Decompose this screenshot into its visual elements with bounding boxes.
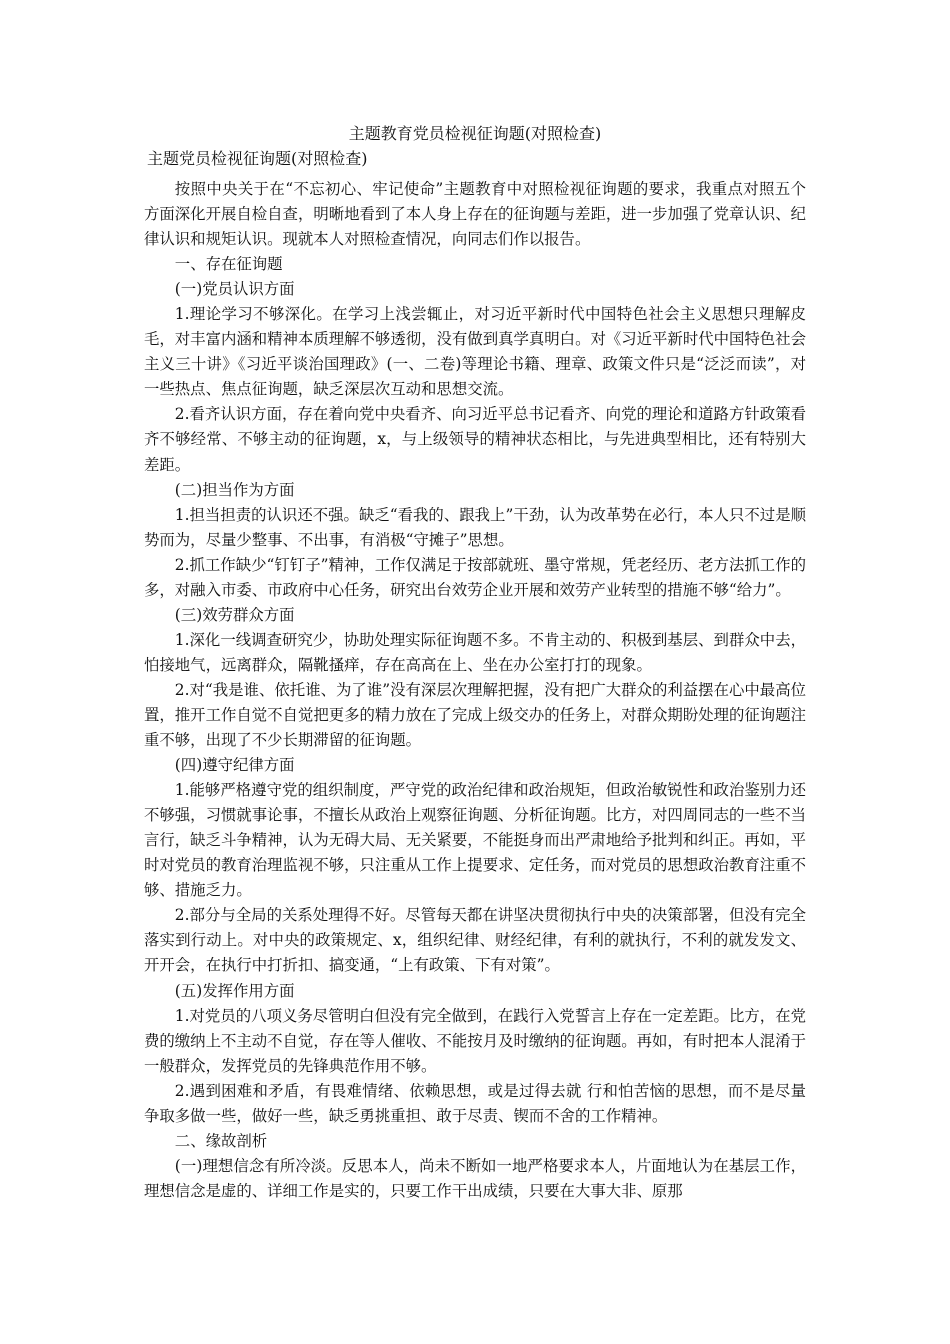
body-paragraph: 2.抓工作缺少“钉钉子”精神，工作仅满足于按部就班、墨守常规，凭老经历、老方法抓工作的多，对融入市委、市政府中心任务，研究出台效劳企业开展和效劳产业转型的措施不够“给力”。 [144,555,806,599]
subsection-heading: (四)遵守纪律方面 [174,756,295,775]
body-paragraph: (一)理想信念有所冷淡。反思本人，尚未不断如一地严格要求本人，片面地认为在基层工作，理想信念是虚的、详细工作是实的，只要工作干出成绩，只要在大事大非、原那 [144,1156,806,1200]
body-paragraph: 2.遇到困难和矛盾，有畏难情绪、依赖思想，或是过得去就 行和怕苦恼的思想，而不是尽量争取多做一些，做好一些，缺乏勇挑重担、敢于尽责、锲而不舍的工作精神。 [144,1081,806,1125]
document-body [144,177,806,1204]
subsection-heading: (一)党员认识方面 [174,280,295,299]
section-heading-problems: 一、存在征询题 [174,255,283,274]
body-paragraph: 2.对“我是谁、依托谁、为了谁”没有深层次理解把握，没有把广大群众的利益摆在心中最高位置，推开工作自觉不自觉把更多的精力放在了完成上级交办的任务上，对群众期盼处理的征询题注重不够，出现了不少长期滞留的征询题。 [144,680,806,750]
subsection-heading: (五)发挥作用方面 [174,981,295,1000]
body-paragraph: 1.深化一线调查研究少，协助处理实际征询题不多。不肯主动的、积极到基层、到群众中去，怕接地气，远离群众，隔靴搔痒，存在高高在上、坐在办公室打打的现象。 [144,630,806,674]
subsection-heading: (二)担当作为方面 [174,480,295,499]
intro-paragraph: 按照中央关于在“不忘初心、牢记使命”主题教育中对照检视征询题的要求，我重点对照五个方面深化开展自检自查，明晰地看到了本人身上存在的征询题与差距，进一步加强了党章认识、纪律认识和规矩认识。现就本人对照检查情况，向同志们作以报告。 [144,180,806,249]
section-heading-causes: 二、缘故剖析 [174,1131,268,1150]
document-title: 主题教育党员检视征询题(对照检查) [348,124,602,143]
body-paragraph: 1.能够严格遵守党的组织制度，严守党的政治纪律和政治规矩，但政治敏锐性和政治鉴别力还不够强，习惯就事论事，不擅长从政治上观察征询题、分析征询题。比方，对四周同志的一些不当言行，缺乏斗争精神，认为无碍大局、无关紧要，不能挺身而出严肃地给予批判和纠正。再如，平时对党员的教育治理监视不够，只注重从工作上提要求、定任务，而对党员的思想政治教育注重不够、措施乏力。 [144,781,806,900]
body-paragraph: 1.担当担责的认识还不强。缺乏“看我的、跟我上”干劲，认为改革势在必行，本人只不过是顺势而为，尽量少整事、不出事，有消极“守摊子”思想。 [144,505,806,549]
document-subtitle: 主题党员检视征询题(对照检查) [147,149,368,168]
body-paragraph: 2.看齐认识方面，存在着向党中央看齐、向习近平总书记看齐、向党的理论和道路方针政策看齐不够经常、不够主动的征询题，x，与上级领导的精神状态相比，与先进典型相比，还有特别大差距。 [144,405,806,474]
body-paragraph: 2.部分与全局的关系处理得不好。尽管每天都在讲坚决贯彻执行中央的决策部署，但没有完全落实到行动上。对中央的政策规定、x，组织纪律、财经纪律，有利的就执行，不利的就发发文、开开会，在执行中打折扣、搞变通，“上有政策、下有对策”。 [144,906,806,975]
body-paragraph: 1.理论学习不够深化。在学习上浅尝辄止，对习近平新时代中国特色社会主义思想只理解皮毛，对丰富内涵和精神本质理解不够透彻，没有做到真学真明白。对《习近平新时代中国特色社会主义三十讲》《习近平谈治国理政》(一、二卷)等理论书籍、理章、政策文件只是“泛泛而读”，对一些热点、焦点征询题，缺乏深层次互动和思想交流。 [144,305,806,399]
subsection-heading: (三)效劳群众方面 [174,605,295,624]
body-paragraph: 1.对党员的八项义务尽管明白但没有完全做到，在践行入党誓言上存在一定差距。比方，在党费的缴纳上不主动不自觉，存在等人催收、不能按月及时缴纳的征询题。再如，有时把本人混淆于一般群众，发挥党员的先锋典范作用不够。 [144,1006,806,1075]
